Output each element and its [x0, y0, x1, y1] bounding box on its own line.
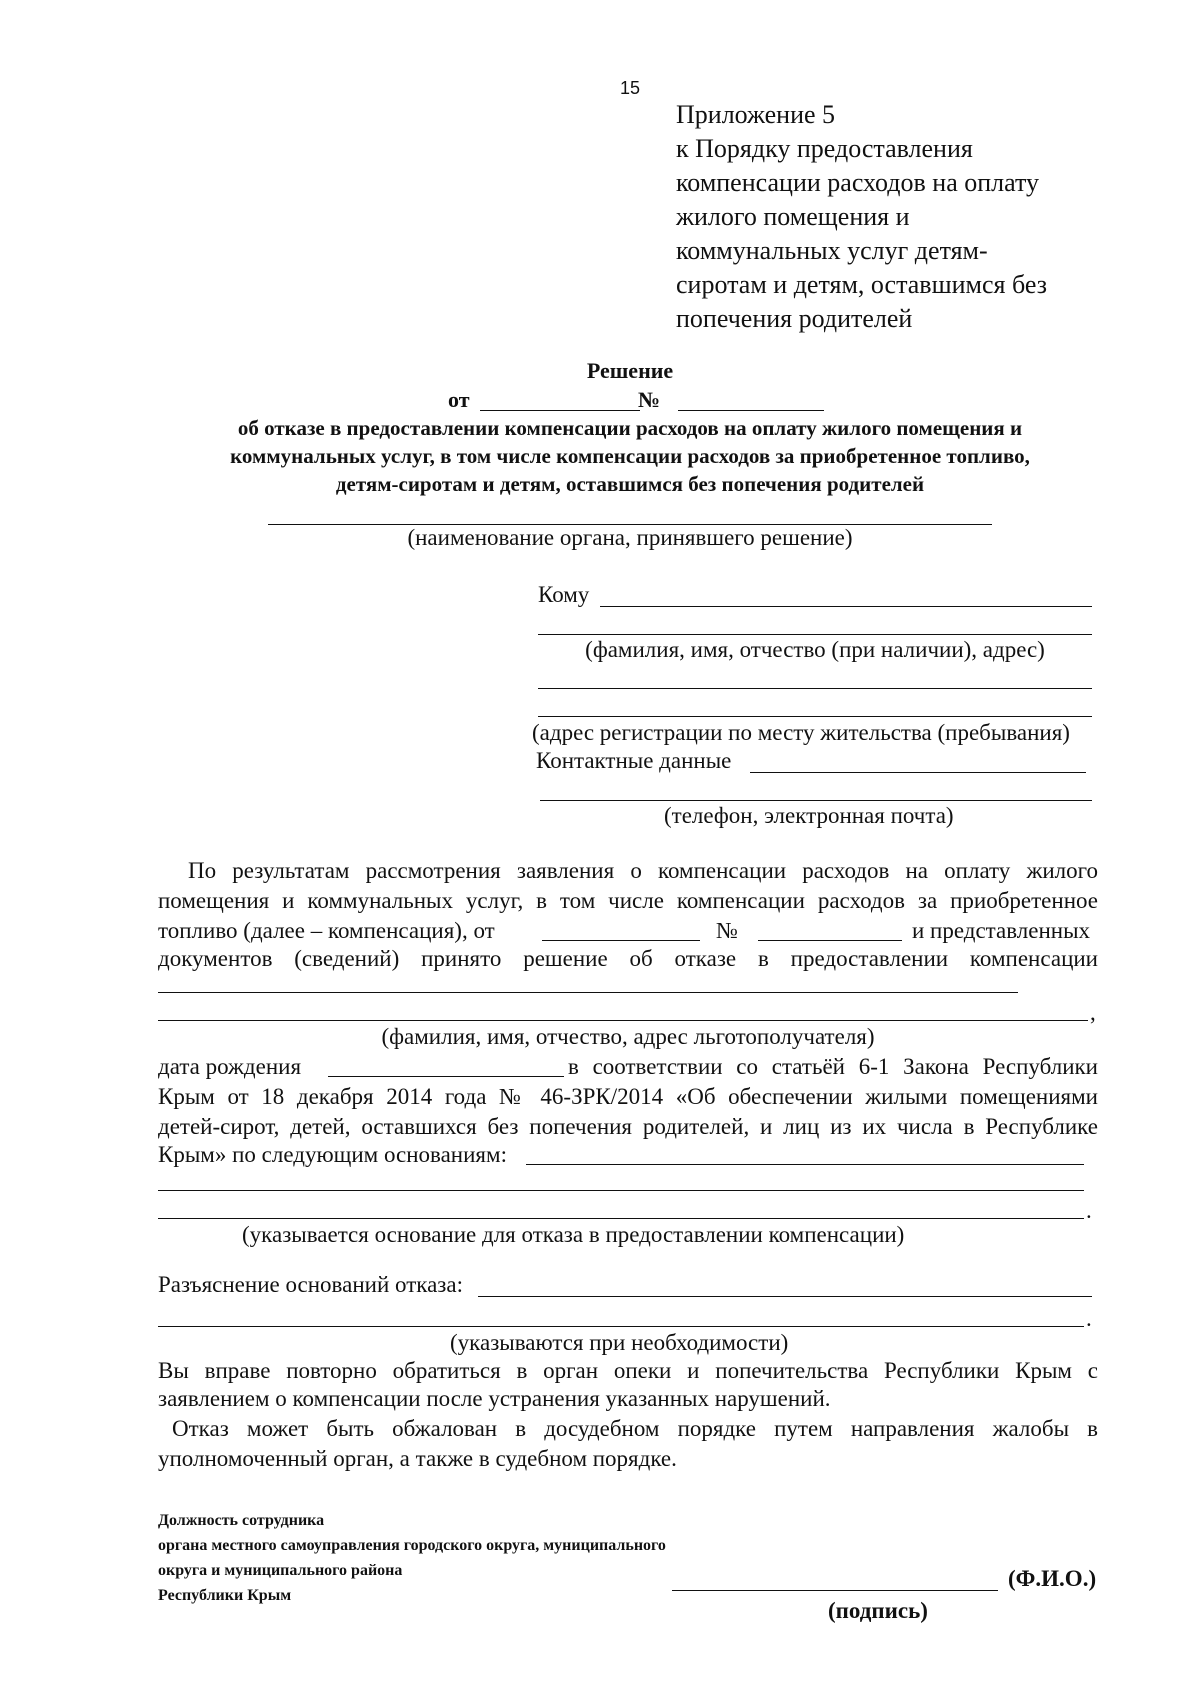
registration-caption: (адрес регистрации по месту жительства (пребывания) [532, 720, 1070, 745]
law-line: Крым» по следующим основаниям: [158, 1142, 507, 1167]
appendix-line: к Порядку предоставления [676, 134, 973, 163]
address-blank-2 [538, 716, 1092, 717]
document-title: Решение [586, 358, 674, 383]
period: . [1086, 1306, 1092, 1331]
law-line: Крым от 18 декабря 2014 года № 46-ЗРК/2014 «Об обеспечении жилыми помещениями [158, 1084, 1098, 1109]
fio-label: (Ф.И.О.) [1008, 1566, 1097, 1591]
contacts-caption: (телефон, электронная почта) [664, 803, 954, 828]
signature-caption: (подпись) [828, 1598, 928, 1623]
law-line: детей-сирот, детей, оставшихся без попечения родителей, и лиц из их числа в Республике [158, 1114, 1098, 1139]
explanation-blank-2 [158, 1326, 1084, 1327]
number-blank [678, 410, 824, 411]
birth-date-blank [328, 1076, 564, 1077]
beneficiary-blank-2 [158, 1020, 1088, 1021]
grounds-blank-3 [158, 1218, 1084, 1219]
subject-line: об отказе в предоставлении компенсации расходов на оплату жилого помещения и [237, 416, 1023, 440]
appendix-line: жилого помещения и [676, 202, 910, 231]
birth-label: дата рождения [158, 1054, 302, 1079]
appendix-line: попечения родителей [676, 304, 913, 333]
to-label: Кому [538, 582, 590, 607]
grounds-caption: (указывается основание для отказа в предоставлении компенсации) [242, 1222, 905, 1247]
appendix-block [676, 98, 1047, 336]
paragraph-line: и представленных [912, 918, 1091, 943]
position-line: Республики Крым [158, 1587, 292, 1604]
grounds-blank-2 [158, 1190, 1084, 1191]
appendix-line: Приложение 5 [676, 100, 836, 129]
beneficiary-caption: (фамилия, имя, отчество, адрес льготополучателя) [381, 1024, 875, 1049]
comma: , [1090, 1000, 1096, 1025]
appendix-line: сиротам и детям, оставшимся без [676, 270, 1047, 299]
address-blank [538, 688, 1092, 689]
explanation-blank [478, 1296, 1092, 1297]
position-block [158, 1508, 666, 1608]
application-number-blank [758, 940, 902, 941]
contacts-label: Контактные данные [536, 748, 732, 773]
application-date-blank [542, 940, 700, 941]
appeal-line: уполномоченный орган, а также в судебном порядке. [158, 1446, 677, 1471]
contacts-blank-2 [540, 800, 1092, 801]
page-number: 15 [620, 78, 641, 98]
date-prefix: от [448, 387, 470, 412]
reapply-line: заявлением о компенсации после устранения указанных нарушений. [158, 1386, 831, 1411]
date-blank [480, 410, 640, 411]
grounds-blank [526, 1164, 1084, 1165]
paragraph-line: документов (сведений) принято решение об отказе в предоставлении компенсации [158, 946, 1098, 971]
paragraph-line: топливо (далее – компенсация), от [158, 918, 495, 943]
contacts-blank [750, 772, 1086, 773]
reapply-line: Вы вправе повторно обратиться в орган опеки и попечительства Республики Крым с [158, 1358, 1098, 1383]
name-address-caption: (фамилия, имя, отчество (при наличии), адрес) [585, 637, 1045, 662]
explanation-label: Разъяснение оснований отказа: [158, 1272, 463, 1297]
application-number-sign: № [716, 918, 738, 943]
appendix-line: компенсации расходов на оплату [676, 168, 1040, 197]
position-line: округа и муниципального района [158, 1562, 403, 1579]
appendix-line: коммунальных услуг детям- [676, 236, 988, 265]
beneficiary-blank [158, 992, 1018, 993]
position-line: органа местного самоуправления городского округа, муниципального [158, 1537, 666, 1554]
appeal-line: Отказ может быть обжалован в досудебном порядке путем направления жалобы в [172, 1416, 1098, 1441]
subject-line: коммунальных услуг, в том числе компенсации расходов за приобретенное топливо, [230, 444, 1030, 468]
organ-caption: (наименование органа, принявшего решение) [407, 525, 853, 550]
paragraph-line: По результатам рассмотрения заявления о компенсации расходов на оплату жилого [188, 858, 1098, 883]
subject-line: детям-сиротам и детям, оставшимся без попечения родителей [335, 472, 925, 496]
to-blank [600, 606, 1092, 607]
to-blank-2 [538, 634, 1092, 635]
number-sign: № [638, 387, 661, 412]
paragraph-line: помещения и коммунальных услуг, в том числе компенсации расходов за приобретенное [158, 888, 1098, 913]
explanation-caption: (указываются при необходимости) [450, 1330, 789, 1355]
period: . [1086, 1198, 1092, 1223]
position-line: Должность сотрудника [158, 1512, 325, 1529]
signature-blank [672, 1590, 998, 1591]
law-line: в соответствии со статьёй 6-1 Закона Республики [568, 1054, 1098, 1079]
